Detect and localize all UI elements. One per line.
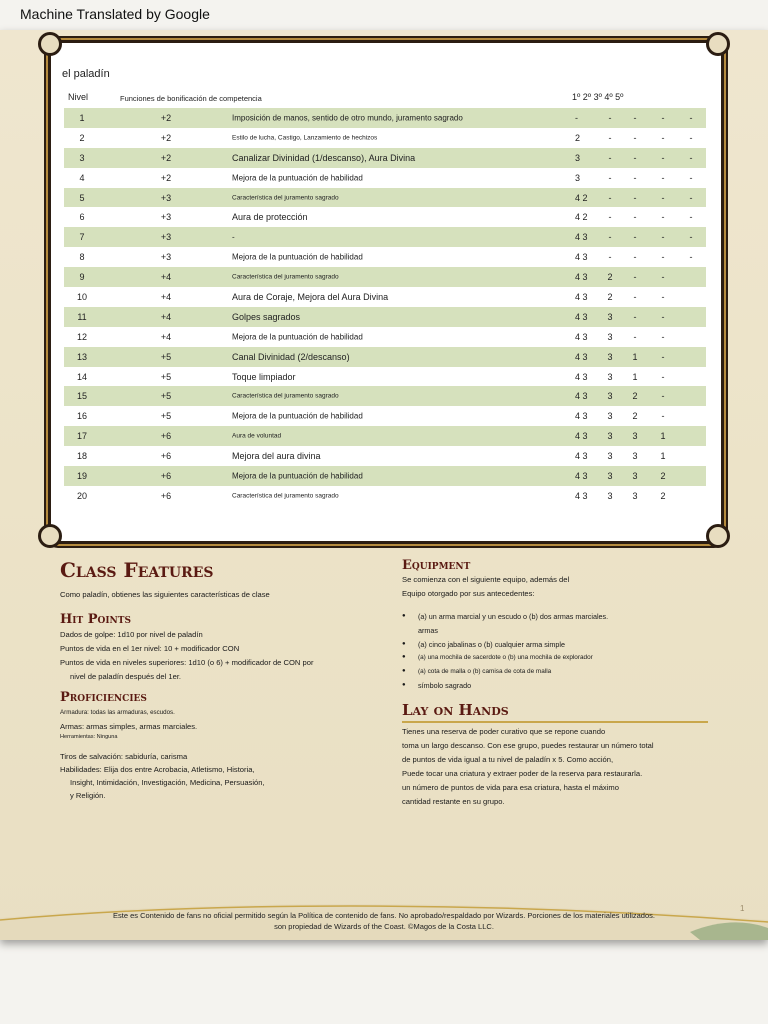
cell-level: 5 xyxy=(79,192,85,203)
table-title: el paladín xyxy=(62,68,110,80)
table-row xyxy=(64,247,706,267)
cell-slot-1-2: 4 3 xyxy=(575,470,588,481)
table-row xyxy=(64,148,706,168)
hit-points-line: nivel de paladín después del 1er. xyxy=(70,672,182,681)
cell-slot-3: 3 xyxy=(607,311,613,322)
cell-proficiency-bonus: +3 xyxy=(160,232,172,243)
lay-on-hands-line: Puede tocar una criatura y extraer poder de la reserva para restaurarla. xyxy=(402,769,643,778)
cell-level: 12 xyxy=(76,331,87,342)
cell-slot-5: - xyxy=(661,291,665,302)
equipment-item: ● (a) cinco jabalinas o (b) cualquier arma simple xyxy=(402,638,608,652)
table-row xyxy=(64,128,706,148)
header-level: Nivel xyxy=(68,92,89,102)
cell-slot-extra: - xyxy=(689,212,693,223)
table-row xyxy=(64,386,706,406)
cell-slot-5: - xyxy=(661,272,665,283)
cell-features: Canalizar Divinidad (1/descanso), Aura Divina xyxy=(232,152,416,163)
cell-slot-extra: - xyxy=(689,252,693,263)
table-row xyxy=(64,267,706,287)
cell-slot-extra: - xyxy=(689,172,693,183)
cell-proficiency-bonus: +5 xyxy=(160,371,172,382)
cell-proficiency-bonus: +4 xyxy=(160,272,172,283)
table-row xyxy=(64,108,706,128)
cell-slot-3: 3 xyxy=(607,470,613,481)
cell-proficiency-bonus: +5 xyxy=(160,411,172,422)
cell-slot-1-2: 4 3 xyxy=(575,371,588,382)
cell-slot-4: - xyxy=(633,192,637,203)
cell-proficiency-bonus: +3 xyxy=(160,212,172,223)
cell-level: 18 xyxy=(76,451,87,462)
cell-features: Imposición de manos, sentido de otro mundo, juramento sagrado xyxy=(232,113,463,123)
cell-slot-5: - xyxy=(661,232,665,243)
cell-features: Mejora de la puntuación de habilidad xyxy=(232,332,363,342)
cell-level: 3 xyxy=(79,152,85,163)
table-row xyxy=(64,327,706,347)
cell-slot-1-2: 4 3 xyxy=(575,411,588,422)
saving-throws: Tiros de salvación: sabiduría, carisma xyxy=(60,752,188,761)
header-spell-slots: 1º 2º 3º 4º 5º xyxy=(572,92,624,102)
cell-slot-3: 3 xyxy=(607,431,613,442)
cell-proficiency-bonus: +5 xyxy=(160,391,172,402)
cell-slot-1-2: 4 3 xyxy=(575,451,588,462)
table-row xyxy=(64,287,706,307)
cell-slot-4: 1 xyxy=(632,371,638,382)
cell-slot-3: 3 xyxy=(607,411,613,422)
equipment-item-continuation: armas xyxy=(418,625,438,635)
cell-level: 19 xyxy=(76,470,87,481)
cell-slot-5: - xyxy=(661,351,665,362)
cell-slot-5: 1 xyxy=(660,431,666,442)
table-row xyxy=(64,207,706,227)
footer-line: son propiedad de Wizards of the Coast. ©Magos de la Costa LLC. xyxy=(274,922,494,931)
cell-slot-5: - xyxy=(661,252,665,263)
cell-proficiency-bonus: +6 xyxy=(160,470,172,481)
cell-slot-1-2: 4 2 xyxy=(575,212,588,223)
cell-features: Mejora del aura divina xyxy=(232,451,321,462)
cell-level: 13 xyxy=(76,351,87,362)
cell-slot-4: 3 xyxy=(632,451,638,462)
paladin-table-body xyxy=(64,108,706,506)
cell-proficiency-bonus: +4 xyxy=(160,311,172,322)
cell-slot-1-2: 4 3 xyxy=(575,331,588,342)
cell-slot-3: - xyxy=(608,152,612,163)
cell-level: 7 xyxy=(79,232,85,243)
cell-level: 16 xyxy=(76,411,87,422)
equipment-heading: Equipment xyxy=(402,558,471,573)
frame-corner-ornament xyxy=(38,32,62,56)
cell-slot-1-2: 4 3 xyxy=(575,391,588,402)
cell-slot-1-2: 4 3 xyxy=(575,431,588,442)
cell-proficiency-bonus: +6 xyxy=(160,490,172,501)
table-row xyxy=(64,307,706,327)
table-row xyxy=(64,227,706,247)
cell-slot-3: 3 xyxy=(607,490,613,501)
cell-slot-1-2: 3 xyxy=(575,172,581,183)
cell-slot-5: - xyxy=(661,331,665,342)
cell-features: Estilo de lucha, Castigo, Lanzamiento de hechizos xyxy=(232,134,378,142)
cell-slot-3: - xyxy=(608,112,612,123)
cell-slot-5: - xyxy=(661,152,665,163)
cell-slot-1-2: 4 3 xyxy=(575,291,588,302)
weapon-proficiency: Armas: armas simples, armas marciales. xyxy=(60,722,198,731)
cell-slot-4: 2 xyxy=(632,411,638,422)
frame-corner-ornament xyxy=(38,524,62,548)
cell-slot-5: - xyxy=(661,212,665,223)
cell-level: 14 xyxy=(76,371,87,382)
cell-slot-3: 3 xyxy=(607,451,613,462)
cell-slot-1-2: 4 3 xyxy=(575,252,588,263)
cell-slot-extra: - xyxy=(689,232,693,243)
cell-level: 2 xyxy=(79,132,85,143)
frame-corner-ornament xyxy=(706,32,730,56)
cell-slot-extra: - xyxy=(689,112,693,123)
cell-slot-1-2: 2 xyxy=(575,132,581,143)
cell-features: Mejora de la puntuación de habilidad xyxy=(232,471,363,481)
cell-slot-extra: - xyxy=(689,132,693,143)
cell-proficiency-bonus: +4 xyxy=(160,331,172,342)
cell-slot-4: - xyxy=(633,172,637,183)
cell-slot-3: - xyxy=(608,172,612,183)
cell-proficiency-bonus: +3 xyxy=(160,192,172,203)
cell-proficiency-bonus: +6 xyxy=(160,431,172,442)
cell-slot-3: - xyxy=(608,252,612,263)
cell-features: Característica del juramento sagrado xyxy=(232,392,339,400)
class-features-heading: Class Features xyxy=(60,558,214,582)
cell-slot-3: 2 xyxy=(607,291,613,302)
lay-on-hands-line: un número de puntos de vida para esa criatura, hasta el máximo xyxy=(402,783,619,792)
cell-level: 15 xyxy=(76,391,87,402)
cell-slot-3: 2 xyxy=(607,272,613,283)
table-row xyxy=(64,347,706,367)
equipment-item: ● (a) un arma marcial y un escudo o (b) dos armas marciales. armas xyxy=(402,610,608,638)
hit-points-line: Puntos de vida en el 1er nivel: 10 + modificador CON xyxy=(60,644,240,653)
cell-slot-4: 2 xyxy=(632,391,638,402)
proficiencies-text xyxy=(60,706,265,802)
cell-level: 6 xyxy=(79,212,85,223)
cell-features: Característica del juramento sagrado xyxy=(232,492,339,500)
cell-slot-3: - xyxy=(608,132,612,143)
skills-line: Insight, Intimidación, Investigación, Medicina, Persuasión, xyxy=(70,778,265,787)
cell-features: Toque limpiador xyxy=(232,371,296,382)
cell-slot-extra: - xyxy=(689,152,693,163)
cell-slot-3: 3 xyxy=(607,371,613,382)
translation-banner: Machine Translated by Google xyxy=(20,6,210,22)
cell-level: 4 xyxy=(79,172,85,183)
footer-line: Este es Contenido de fans no oficial permitido según la Política de contenido de fans. No aprobado/respaldado por Wizards. Porciones de los materiales utilizados. xyxy=(113,911,655,920)
table-row xyxy=(64,426,706,446)
equipment-item: ● símbolo sagrado xyxy=(402,679,608,693)
cell-slot-1-2: 4 3 xyxy=(575,351,588,362)
table-row xyxy=(64,367,706,387)
hit-points-line: Puntos de vida en niveles superiores: 1d10 (o 6) + modificador de CON por xyxy=(60,658,314,667)
equipment-intro xyxy=(402,573,569,601)
cell-slot-4: 3 xyxy=(632,490,638,501)
document-page xyxy=(0,30,768,940)
cell-features: Mejora de la puntuación de habilidad xyxy=(232,252,363,262)
footer-legal xyxy=(0,910,768,932)
cell-proficiency-bonus: +6 xyxy=(160,451,172,462)
cell-slot-1-2: - xyxy=(575,112,578,123)
cell-slot-3: 3 xyxy=(607,391,613,402)
cell-slot-3: - xyxy=(608,192,612,203)
cell-level: 8 xyxy=(79,252,85,263)
cell-slot-4: 3 xyxy=(632,470,638,481)
equipment-item: ● (a) una mochila de sacerdote o (b) una mochila de explorador xyxy=(402,651,608,665)
lay-on-hands-line: de puntos de vida igual a tu nivel de paladín x 5. Como acción, xyxy=(402,755,614,764)
cell-proficiency-bonus: +5 xyxy=(160,351,172,362)
cell-slot-4: - xyxy=(633,232,637,243)
cell-proficiency-bonus: +2 xyxy=(160,112,172,123)
cell-features: Característica del juramento sagrado xyxy=(232,194,339,201)
lay-on-hands-line: Tienes una reserva de poder curativo que se repone cuando xyxy=(402,727,606,736)
cell-proficiency-bonus: +2 xyxy=(160,172,172,183)
cell-slot-1-2: 4 3 xyxy=(575,272,588,283)
cell-slot-1-2: 4 3 xyxy=(575,490,588,501)
armor-proficiency: Armadura: todas las armaduras, escudos. xyxy=(60,709,175,716)
hit-points-line: Dados de golpe: 1d10 por nivel de paladín xyxy=(60,630,203,639)
cell-features: Aura de protección xyxy=(232,212,308,223)
cell-slot-1-2: 4 3 xyxy=(575,232,588,243)
cell-level: 1 xyxy=(79,112,85,123)
lay-on-hands-text xyxy=(402,725,654,809)
cell-slot-5: - xyxy=(661,411,665,422)
cell-proficiency-bonus: +3 xyxy=(160,252,172,263)
cell-slot-5: 2 xyxy=(660,490,666,501)
cell-features: Canal Divinidad (2/descanso) xyxy=(232,351,350,362)
table-row xyxy=(64,486,706,506)
cell-slot-4: - xyxy=(633,331,637,342)
cell-features: Aura de Coraje, Mejora del Aura Divina xyxy=(232,291,389,302)
cell-slot-4: - xyxy=(633,112,637,123)
cell-slot-5: - xyxy=(661,132,665,143)
skills-line: y Religión. xyxy=(70,791,106,800)
table-row xyxy=(64,168,706,188)
cell-slot-4: - xyxy=(633,212,637,223)
table-row xyxy=(64,188,706,208)
cell-level: 20 xyxy=(76,490,87,501)
cell-slot-3: 3 xyxy=(607,331,613,342)
cell-slot-4: - xyxy=(633,132,637,143)
equipment-item: ● (a) cota de malla o (b) camisa de cota de malla xyxy=(402,665,608,679)
cell-slot-5: 1 xyxy=(660,451,666,462)
header-prof-features: Funciones de bonificación de competencia xyxy=(120,94,262,103)
cell-slot-5: - xyxy=(661,391,665,402)
cell-level: 11 xyxy=(77,311,87,322)
class-features-intro: Como paladín, obtienes las siguientes características de clase xyxy=(60,590,270,599)
cell-slot-extra: - xyxy=(689,192,693,203)
cell-slot-4: - xyxy=(633,252,637,263)
cell-slot-1-2: 3 xyxy=(575,152,581,163)
cell-proficiency-bonus: +2 xyxy=(160,152,172,163)
cell-proficiency-bonus: +4 xyxy=(160,291,172,302)
frame-corner-ornament xyxy=(706,524,730,548)
cell-slot-4: - xyxy=(633,311,637,322)
cell-features: Característica del juramento sagrado xyxy=(232,273,339,281)
table-row xyxy=(64,406,706,426)
table-row xyxy=(64,446,706,466)
cell-slot-3: - xyxy=(608,212,612,223)
page-number: 1 xyxy=(740,904,745,913)
equipment-intro-line: Equipo otorgado por sus antecedentes: xyxy=(402,589,535,598)
heading-rule xyxy=(402,721,708,723)
cell-proficiency-bonus: +2 xyxy=(160,132,172,143)
lay-on-hands-heading: Lay on Hands xyxy=(402,701,509,719)
cell-slot-5: - xyxy=(661,112,665,123)
cell-slot-4: 3 xyxy=(632,431,638,442)
cell-slot-3: - xyxy=(608,232,612,243)
cell-slot-4: - xyxy=(633,272,637,283)
cell-features: Mejora de la puntuación de habilidad xyxy=(232,411,363,421)
cell-slot-5: 2 xyxy=(660,470,666,481)
cell-slot-4: - xyxy=(633,291,637,302)
hit-points-heading: Hit Points xyxy=(60,612,131,627)
equipment-intro-line: Se comienza con el siguiente equipo, además del xyxy=(402,575,570,584)
cell-slot-4: 1 xyxy=(632,351,638,362)
cell-level: 9 xyxy=(79,272,85,283)
cell-slot-4: - xyxy=(633,152,637,163)
lay-on-hands-line: cantidad restante en su grupo. xyxy=(402,797,505,806)
cell-slot-1-2: 4 2 xyxy=(575,192,588,203)
cell-slot-5: - xyxy=(661,371,665,382)
equipment-list xyxy=(402,610,608,693)
cell-level: 10 xyxy=(76,291,87,302)
cell-slot-5: - xyxy=(661,172,665,183)
skills-line: Habilidades: Elija dos entre Acrobacia, Atletismo, Historia, xyxy=(60,765,255,774)
proficiencies-heading: Proficiencies xyxy=(60,690,147,705)
hit-points-text xyxy=(60,628,313,684)
lay-on-hands-line: toma un largo descanso. Con ese grupo, puedes restaurar un número total xyxy=(402,741,654,750)
table-row xyxy=(64,466,706,486)
cell-features: Mejora de la puntuación de habilidad xyxy=(232,173,363,183)
cell-slot-5: - xyxy=(661,311,665,322)
cell-features: Golpes sagrados xyxy=(232,311,301,322)
cell-features: - xyxy=(232,232,235,242)
cell-slot-3: 3 xyxy=(607,351,613,362)
cell-level: 17 xyxy=(76,431,87,442)
tool-proficiency: Herramientas: Ninguna xyxy=(60,734,118,740)
cell-slot-1-2: 4 3 xyxy=(575,311,588,322)
cell-slot-5: - xyxy=(661,192,665,203)
cell-features: Aura de voluntad xyxy=(232,432,282,440)
